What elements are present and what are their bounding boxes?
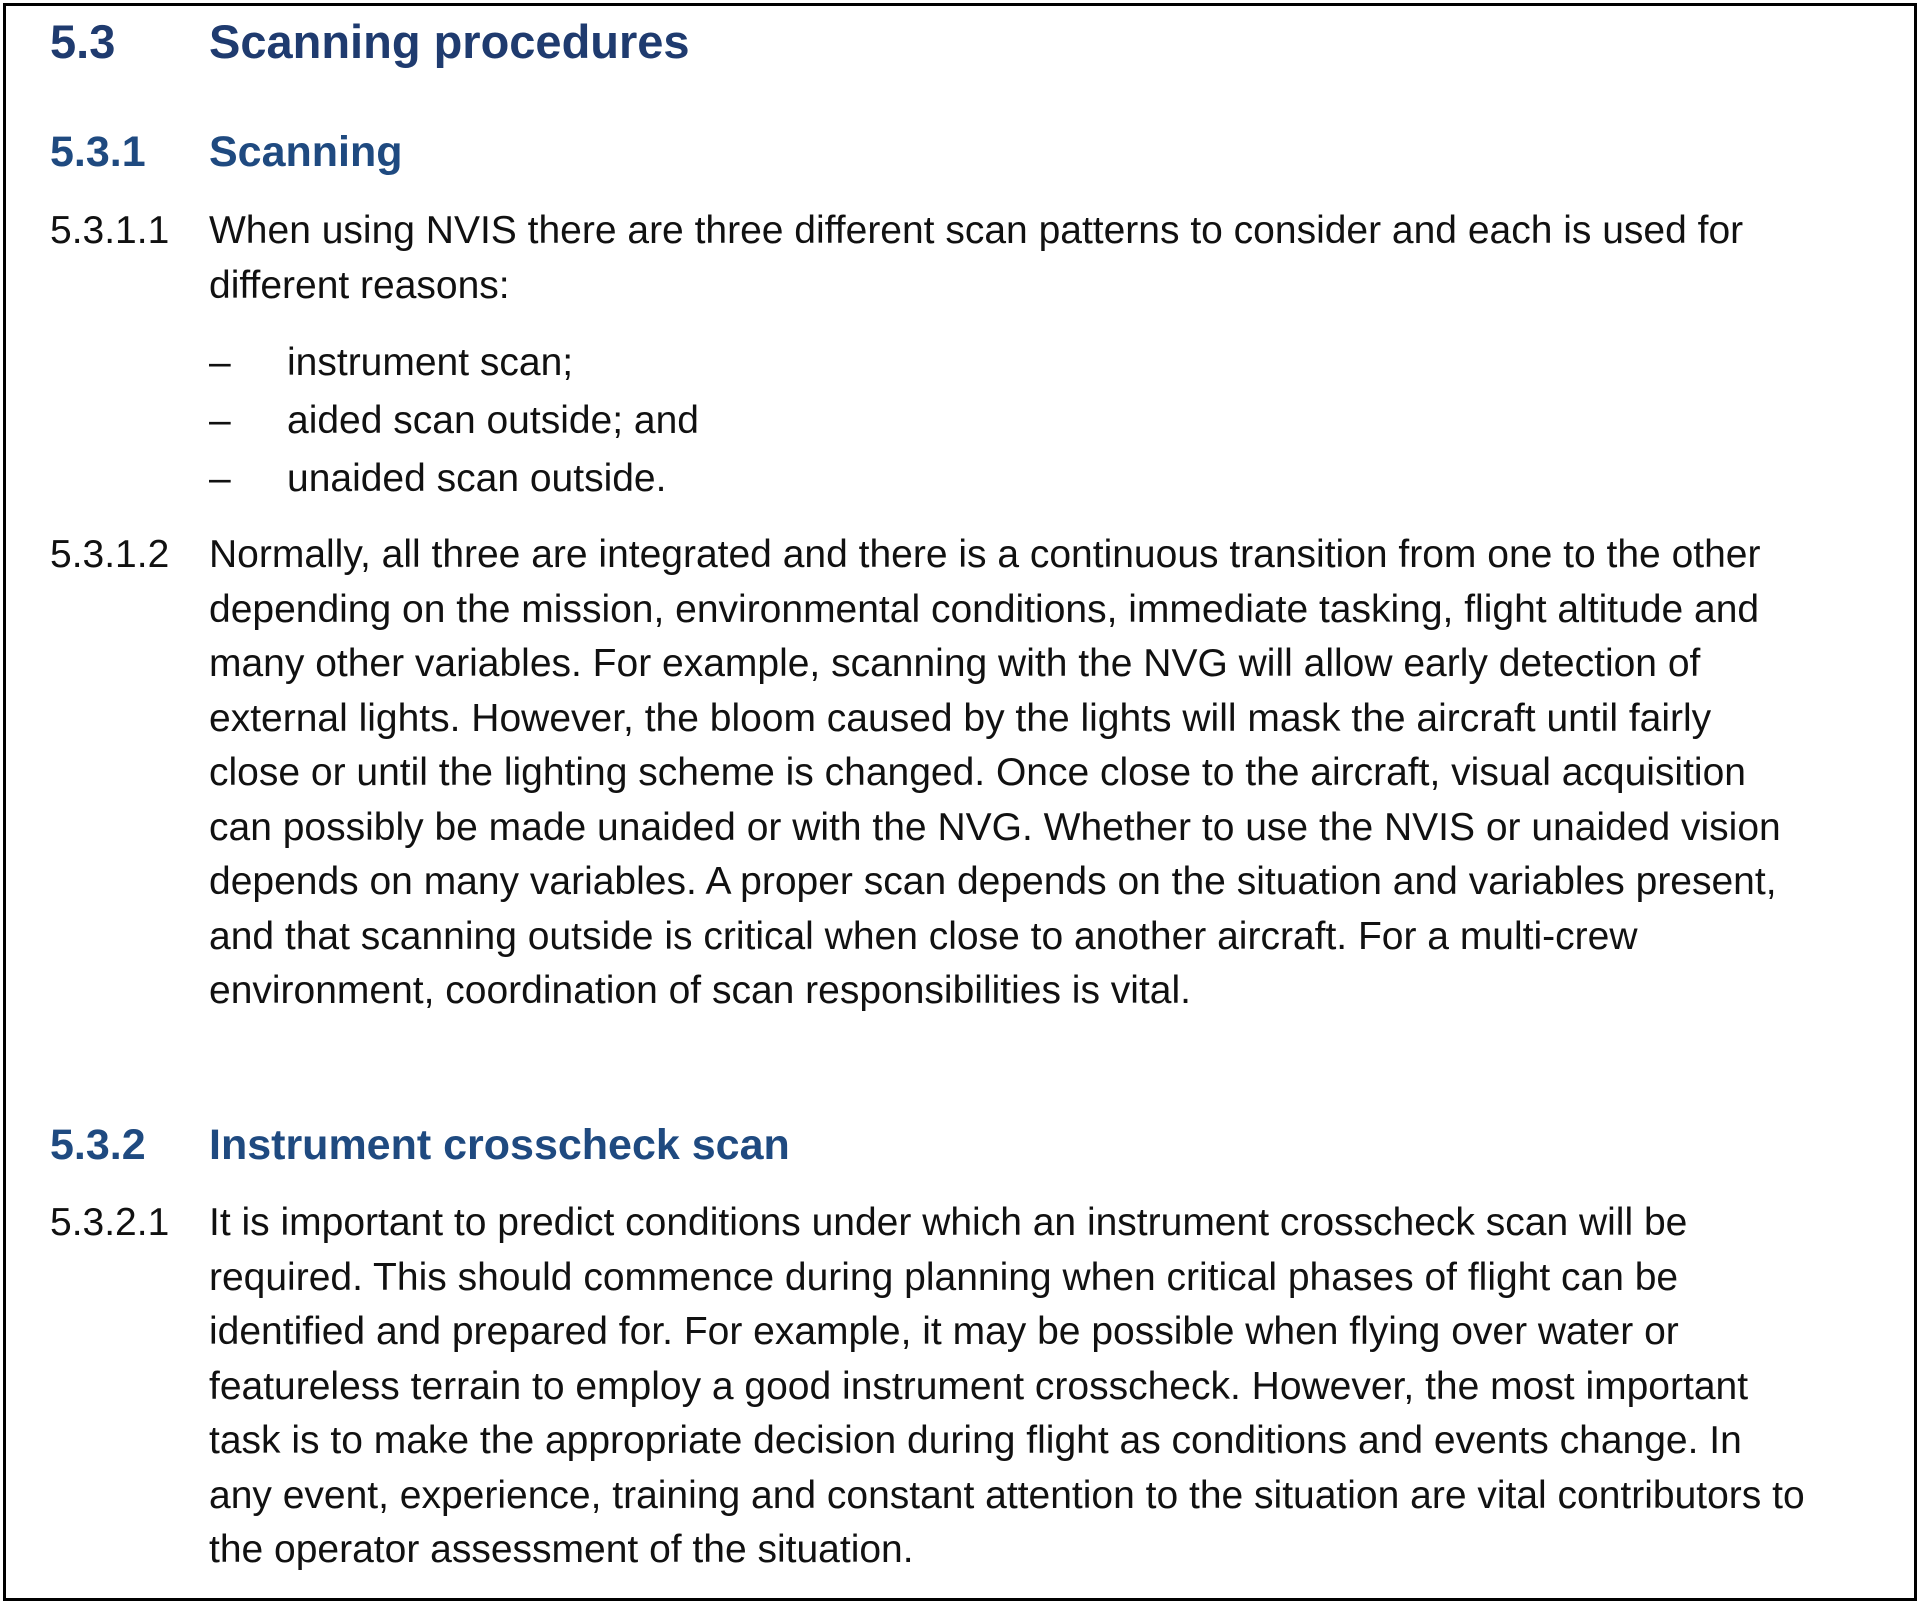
paragraph-5-3-2-1 xyxy=(50,1196,1810,1578)
paragraph-5-3-1-2 xyxy=(50,528,1810,1019)
list-item xyxy=(209,334,1709,392)
paragraph-number: 5.3.1.1 xyxy=(50,209,170,252)
paragraph-text: It is important to predict conditions under which an instrument crosscheck scan will be required. This should commence during planning when critical phases of flight can be identified and prepared for. For example, it may be possible when flying over water or featureless terrain to employ a good instrument crosscheck. However, the most important task is to make the appropriate decision during flight as conditions and events change. In any event, experience, training and constant attention to the situation are vital contributors to the operator assessment of the situation. xyxy=(209,1201,1805,1571)
paragraph-text: When using NVIS there are three different scan patterns to consider and each is used for different reasons: xyxy=(209,209,1744,307)
list-item-text: aided scan outside; and xyxy=(287,399,699,442)
list-item-text: instrument scan; xyxy=(287,341,574,384)
scan-pattern-list xyxy=(209,334,1709,508)
paragraph-number: 5.3.1.2 xyxy=(50,533,170,576)
paragraph-number: 5.3.2.1 xyxy=(50,1201,170,1244)
list-item xyxy=(209,450,1709,508)
paragraph-5-3-1-1 xyxy=(50,204,1810,313)
section-title: Scanning procedures xyxy=(209,15,690,68)
subsection-number: 5.3.2 xyxy=(50,1121,146,1169)
subsection-heading-5-3-1 xyxy=(50,125,1810,179)
section-number: 5.3 xyxy=(50,15,116,68)
list-dash: – xyxy=(209,457,231,500)
subsection-heading-5-3-2 xyxy=(50,1118,1810,1172)
list-dash: – xyxy=(209,341,231,384)
list-dash: – xyxy=(209,399,231,442)
paragraph-text: Normally, all three are integrated and there is a continuous transition from one to the other depending on the mission, environmental conditions, immediate tasking, flight altitude and many other variables. For example, scanning with the NVG will allow early detection of external lights. However, the bloom caused by the lights will mask the aircraft until fairly close or until the lighting scheme is changed. Once close to the aircraft, visual acquisition can possibly be made unaided or with the NVG. Whether to use the NVIS or unaided vision depends on many variables. A proper scan depends on the situation and variables present, and that scanning outside is critical when close to another aircraft. For a multi-crew environment, coordination of scan responsibilities is vital. xyxy=(209,533,1781,1012)
list-item xyxy=(209,392,1709,450)
subsection-title: Scanning xyxy=(209,128,403,176)
list-item-text: unaided scan outside. xyxy=(287,457,667,500)
section-heading xyxy=(50,14,1810,70)
subsection-title: Instrument crosscheck scan xyxy=(209,1121,790,1169)
subsection-number: 5.3.1 xyxy=(50,128,146,176)
